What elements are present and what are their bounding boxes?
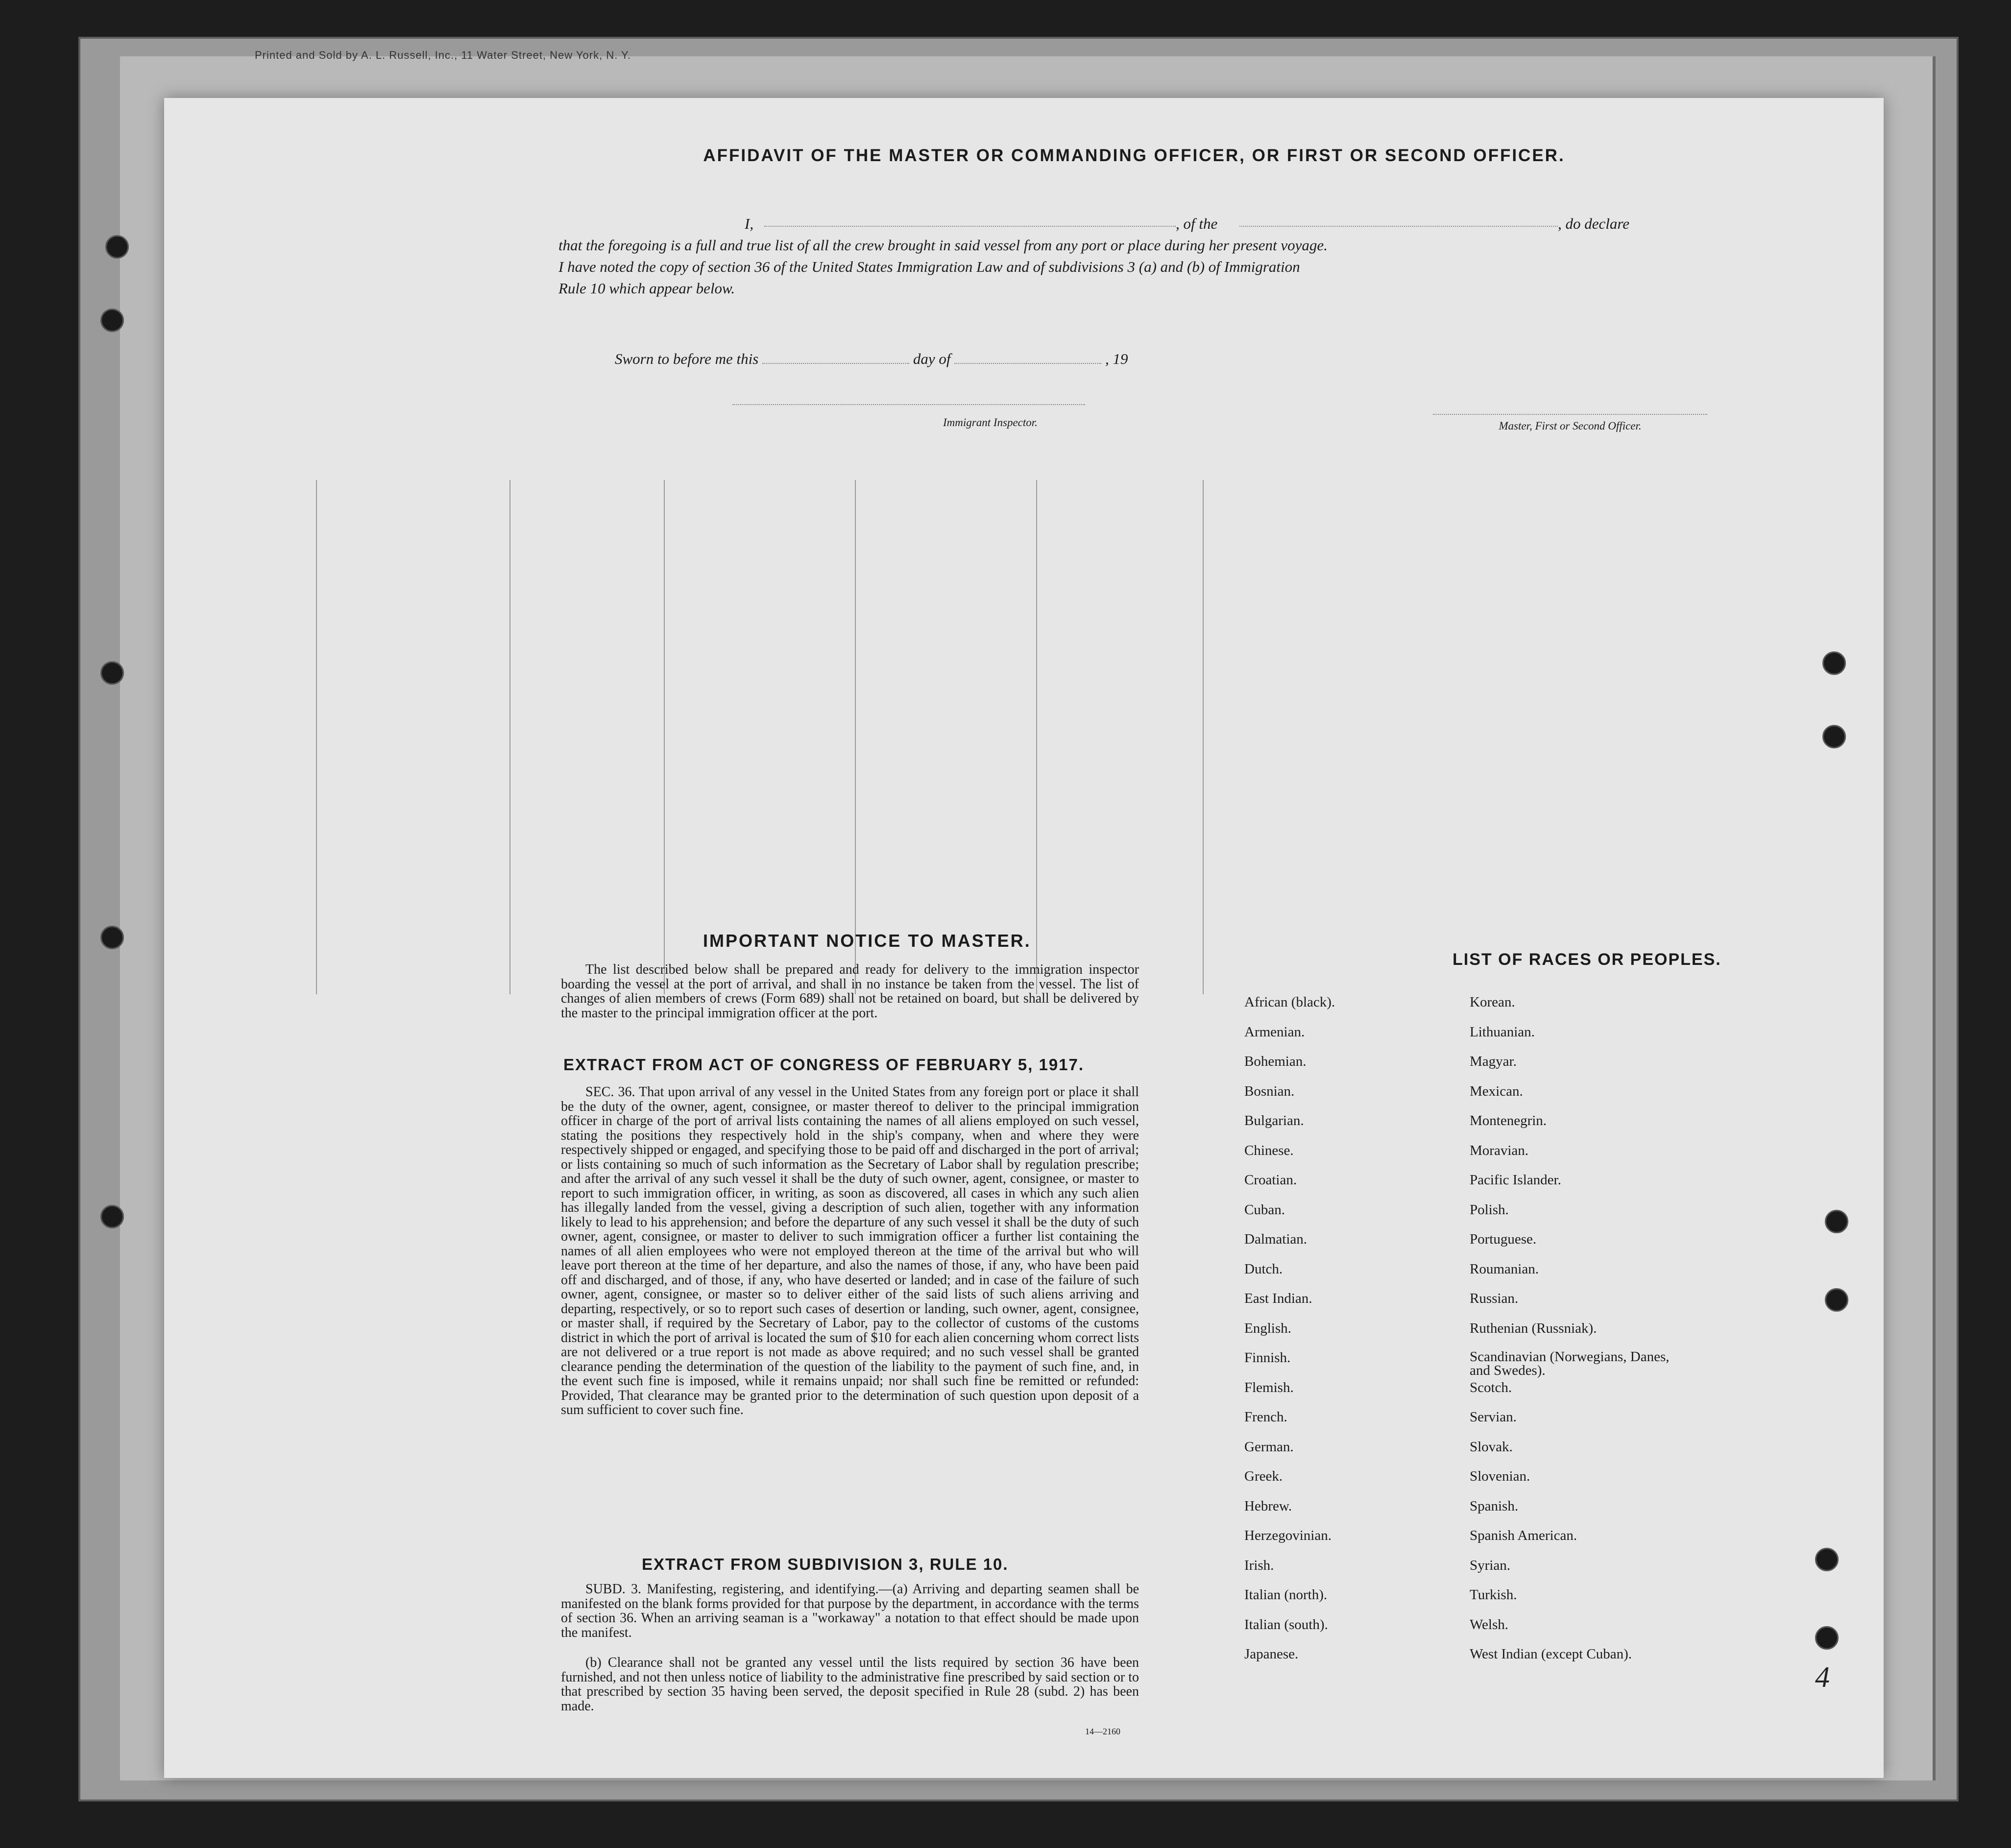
race-item: English. [1244,1320,1291,1336]
race-item: Japanese. [1244,1646,1299,1662]
race-item: East Indian. [1244,1291,1312,1306]
punch-hole [100,661,124,685]
of-the-label: , of the [1176,215,1218,232]
race-item: Dalmatian. [1244,1231,1308,1247]
sworn-day-blank[interactable] [762,363,909,364]
race-item: Bulgarian. [1244,1113,1304,1128]
race-item: Flemish. [1244,1379,1294,1395]
race-item: Moravian. [1470,1142,1528,1158]
bleed-column-line [316,480,317,994]
master-signature-label: Master, First or Second Officer. [1499,420,1642,432]
race-item: Ruthenian (Russniak). [1470,1320,1597,1336]
bleed-column-line [1036,480,1037,994]
punch-hole [100,926,124,949]
affidavit-title: AFFIDAVIT OF THE MASTER OR COMMANDING OFFICER, OR FIRST OR SECOND OFFICER. [703,146,1565,165]
act-extract-body: SEC. 36. That upon arrival of any vessel in the United States from any foreign port or place it shall be the duty of the owner, agent, consignee, or master thereof to deliver to the principal immigration officer in charge of the port of arrival lists containing the names of all aliens employed on such vessel, stating the positions they respectively hold in the ship's company, when and where they were respectively shipped or engaged, and specifying those to be paid off and discharged in the port of arrival; or lists containing so much of such information as the Secretary of Labor shall by regulation prescribe; and after the arrival of any such vessel it shall be the duty of such owner, agent, consignee, or master to report to such immigration officer, in writing, as soon as discovered, all cases in which any such alien has illegally landed from the vessel, giving a description of such alien, together with any information likely to lead to his apprehension; and before the departure of any such vessel it shall be the duty of such owner, agent, consignee, or master to deliver to such immigration officer a further list containing the names of all alien employees who were not employed thereon at the time of the arrival but who will leave port thereon at the time of her departure, and also the names of those, if any, who have been paid off and discharged, and of those, if any, who have deserted or landed; and in case of the failure of such owner, agent, consignee, or master so to deliver either of the said lists of such aliens arriving and departing, respectively, or so to report such cases of desertion or landing, such owner, agent, consignee, or master shall, if required by the Secretary of Labor, pay to the collector of customs of the customs district in which the port of arrival is located the sum of $10 for each alien concerning whom correct lists are not delivered or a true report is not made as above required; and no such vessel shall be granted clearance pending the determination of the question of the liability to the payment of such fine, and, in the event such fine is imposed, while it remains unpaid; nor shall such fine be remitted or refunded: Provided, That clearance may be granted prior to the determination of such question upon deposit of a sum sufficient to cover such fine. [561,1084,1139,1417]
rule-extract-body-a: SUBD. 3. Manifesting, registering, and identifying.—(a) Arriving and departing seamen shall be manifested on the blank forms provided for that purpose by the department, in accordance with the terms of section 36. When an arriving seaman is a "workaway" a notation to that effect should be made upon the manifest. [561,1582,1139,1640]
race-item: Croatian. [1244,1172,1297,1188]
punch-hole [100,309,124,332]
bleed-column-line [855,480,856,994]
day-of-label: day of [913,350,951,367]
race-item: Slovak. [1470,1439,1513,1455]
race-item: Servian. [1470,1409,1517,1425]
rule-extract-body-b: (b) Clearance shall not be granted any vessel until the lists required by section 36 have been furnished, and not then unless notice of liability to the administrative fine prescribed by said section or to that prescribed by section 35 having been served, the deposit specified in Rule 28 (subd. 2) has been made. [561,1655,1139,1714]
printer-line: Printed and Sold by A. L. Russell, Inc., 11 Water Street, New York, N. Y. [255,49,631,61]
race-item: Scandinavian (Norwegians, Danes, and Swedes). [1470,1349,1670,1378]
bleed-column-line [1203,480,1204,994]
race-item: Portuguese. [1470,1231,1537,1247]
race-item: German. [1244,1439,1294,1455]
race-item: Turkish. [1470,1587,1517,1603]
race-item: Cuban. [1244,1201,1285,1218]
race-item: Bohemian. [1244,1054,1307,1069]
race-item: Italian (south). [1244,1616,1328,1632]
race-item: Welsh. [1470,1616,1509,1632]
race-item: Scotch. [1470,1379,1512,1395]
race-item: Russian. [1470,1291,1519,1306]
act-extract-title: EXTRACT FROM ACT OF CONGRESS OF FEBRUARY 5, 1917. [563,1056,1085,1074]
race-item: Irish. [1244,1557,1274,1573]
bleed-column-line [509,480,510,994]
race-item: Hebrew. [1244,1498,1292,1514]
rule-extract-title: EXTRACT FROM SUBDIVISION 3, RULE 10. [642,1555,1009,1573]
race-item: Spanish. [1470,1498,1519,1514]
notice-body: The list described below shall be prepared and ready for delivery to the immigration inspector boarding the vessel at the port of arrival, and shall in no instance be taken from the vessel. The list of changes of alien members of crews (Form 689) shall not be retained on board, but shall be delivered by the master to the principal immigration officer at the port. [561,962,1139,1021]
master-signature-line[interactable] [1433,414,1707,432]
race-item: Herzegovinian. [1244,1528,1332,1543]
race-item: Greek. [1244,1468,1283,1484]
affidavit-text [558,213,1685,299]
race-item: Lithuanian. [1470,1024,1535,1040]
name-blank[interactable] [764,226,1176,227]
sworn-line [615,350,1128,368]
race-item: Italian (north). [1244,1587,1328,1603]
race-item: Spanish American. [1470,1528,1577,1543]
affidavit-line-4: Rule 10 which appear below. [558,280,735,297]
race-item: Magyar. [1470,1054,1517,1069]
race-item: Mexican. [1470,1083,1523,1099]
notice-title: IMPORTANT NOTICE TO MASTER. [703,931,1031,951]
handwritten-corner-mark: 4 [1815,1661,1830,1693]
race-item: Pacific Islander. [1470,1172,1561,1188]
race-item: Chinese. [1244,1142,1294,1158]
punch-hole [105,235,129,259]
punch-hole [1825,1210,1848,1233]
race-item: West Indian (except Cuban). [1470,1646,1632,1662]
race-item: Dutch. [1244,1261,1283,1277]
races-title: LIST OF RACES OR PEOPLES. [1453,950,1721,969]
race-item: Syrian. [1470,1557,1510,1573]
affidavit-line-2: that the foregoing is a full and true list of all the crew brought in said vessel from any port or place during her present voyage. [558,237,1328,254]
race-item: Roumanian. [1470,1261,1539,1277]
race-item: Bosnian. [1244,1083,1295,1099]
manifest-sheet [164,98,1884,1778]
form-number: 14—2160 [1085,1727,1120,1736]
year-prefix: , 19 [1105,350,1128,367]
affidavit-first-line [558,213,1685,235]
i-label: I, [745,215,754,232]
race-item: Slovenian. [1470,1468,1530,1484]
punch-hole [1825,1288,1848,1312]
vessel-blank[interactable] [1239,226,1558,227]
punch-hole [1822,651,1846,675]
race-item: Armenian. [1244,1024,1305,1040]
race-item: African (black). [1244,994,1335,1010]
race-item: French. [1244,1409,1287,1425]
inspector-signature-line[interactable] [732,404,1085,405]
race-item: Korean. [1470,994,1515,1010]
do-declare-label: , do declare [1558,215,1630,232]
sworn-text: Sworn to before me this [615,350,759,367]
sworn-month-blank[interactable] [954,363,1101,364]
punch-hole [1815,1626,1839,1650]
punch-hole [100,1205,124,1228]
race-item: Polish. [1470,1201,1509,1218]
affidavit-line-3: I have noted the copy of section 36 of the United States Immigration Law and of subdivisions 3 (a) and (b) of Immigration [558,258,1300,275]
race-item: Finnish. [1244,1350,1291,1366]
punch-hole [1822,725,1846,748]
bleed-column-line [664,480,665,994]
inspector-label: Immigrant Inspector. [943,416,1038,429]
race-item: Montenegrin. [1470,1113,1547,1128]
punch-hole [1815,1548,1839,1571]
